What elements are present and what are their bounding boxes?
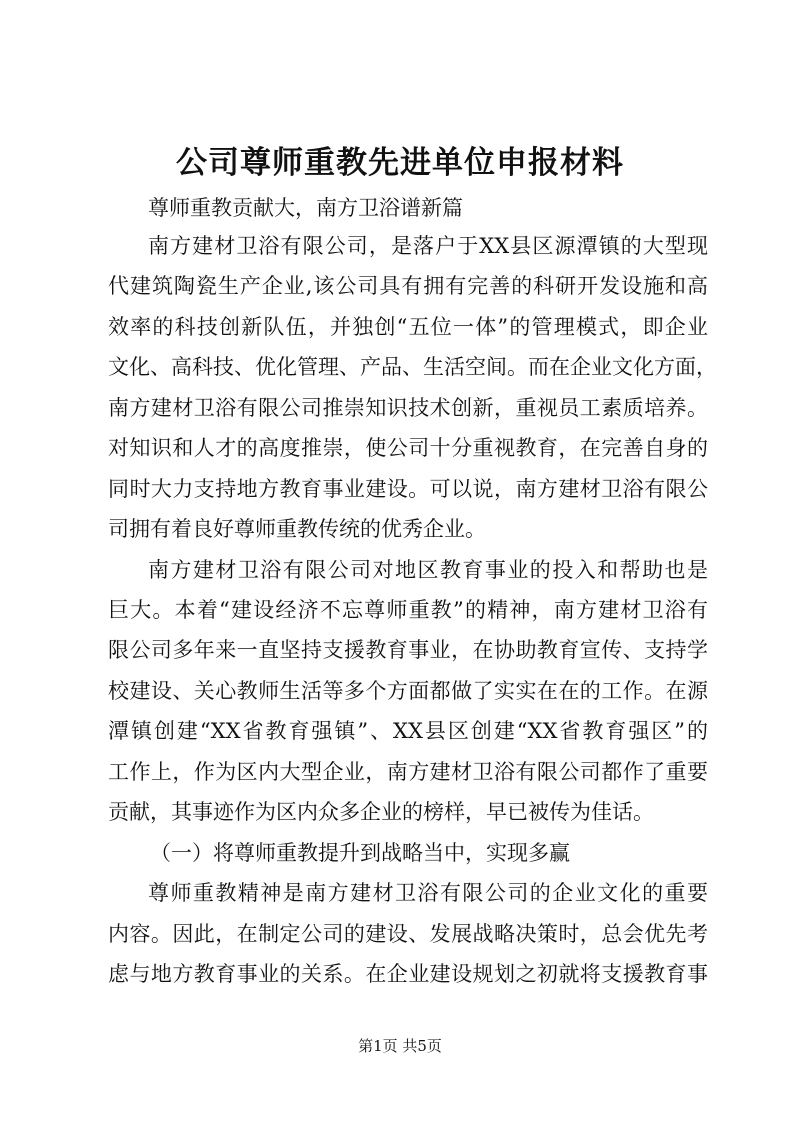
- paragraph-line: 巨大。本着“建设经济不忘尊师重教”的精神，南方建材卫浴有: [108, 598, 708, 622]
- paragraph-line: 代建筑陶瓷生产企业,该公司具有拥有完善的科研开发设施和高: [108, 274, 708, 298]
- paragraph-line: 尊师重教精神是南方建材卫浴有限公司的企业文化的重要: [148, 881, 708, 905]
- paragraph-line: 南方建材卫浴有限公司对地区教育事业的投入和帮助也是: [148, 558, 708, 582]
- paragraph-line: 文化、高科技、优化管理、产品、生活空间。而在企业文化方面，: [108, 355, 717, 379]
- document-title: 公司尊师重教先进单位申报材料: [176, 145, 624, 181]
- paragraph-line: 内容。因此，在制定公司的建设、发展战略决策时，总会优先考: [108, 922, 708, 946]
- paragraph-line: 效率的科技创新队伍，并独创“五位一体”的管理模式，即企业: [108, 315, 708, 339]
- paragraph-line: 南方建材卫浴有限公司推崇知识技术创新，重视员工素质培养。: [108, 396, 708, 420]
- paragraph-line: 对知识和人才的高度推崇，使公司十分重视教育，在完善自身的: [108, 436, 708, 460]
- paragraph-line: 司拥有着良好尊师重教传统的优秀企业。: [108, 517, 486, 541]
- section-heading: （一）将尊师重教提升到战略当中，实现多赢: [150, 841, 570, 865]
- paragraph-line: 校建设、关心教师生活等多个方面都做了实实在在的工作。在源: [108, 679, 708, 703]
- document-subtitle: 尊师重教贡献大，南方卫浴谱新篇: [148, 196, 463, 220]
- paragraph-line: 潭镇创建“XX省教育强镇”、XX县区创建“XX省教育强区”的: [108, 719, 708, 743]
- paragraph-line: 工作上，作为区内大型企业，南方建材卫浴有限公司都作了重要: [108, 760, 708, 784]
- page-number-footer: 第1页 共5页: [358, 1037, 442, 1055]
- paragraph-line: 贡献，其事迹作为区内众多企业的榜样，早已被传为佳话。: [108, 800, 654, 824]
- paragraph-line: 限公司多年来一直坚持支援教育事业，在协助教育宣传、支持学: [108, 638, 708, 662]
- paragraph-line: 虑与地方教育事业的关系。在企业建设规划之初就将支援教育事: [108, 962, 708, 986]
- paragraph-line: 同时大力支持地方教育事业建设。可以说，南方建材卫浴有限公: [108, 477, 708, 501]
- paragraph-line: 南方建材卫浴有限公司，是落户于XX县区源潭镇的大型现: [148, 234, 708, 258]
